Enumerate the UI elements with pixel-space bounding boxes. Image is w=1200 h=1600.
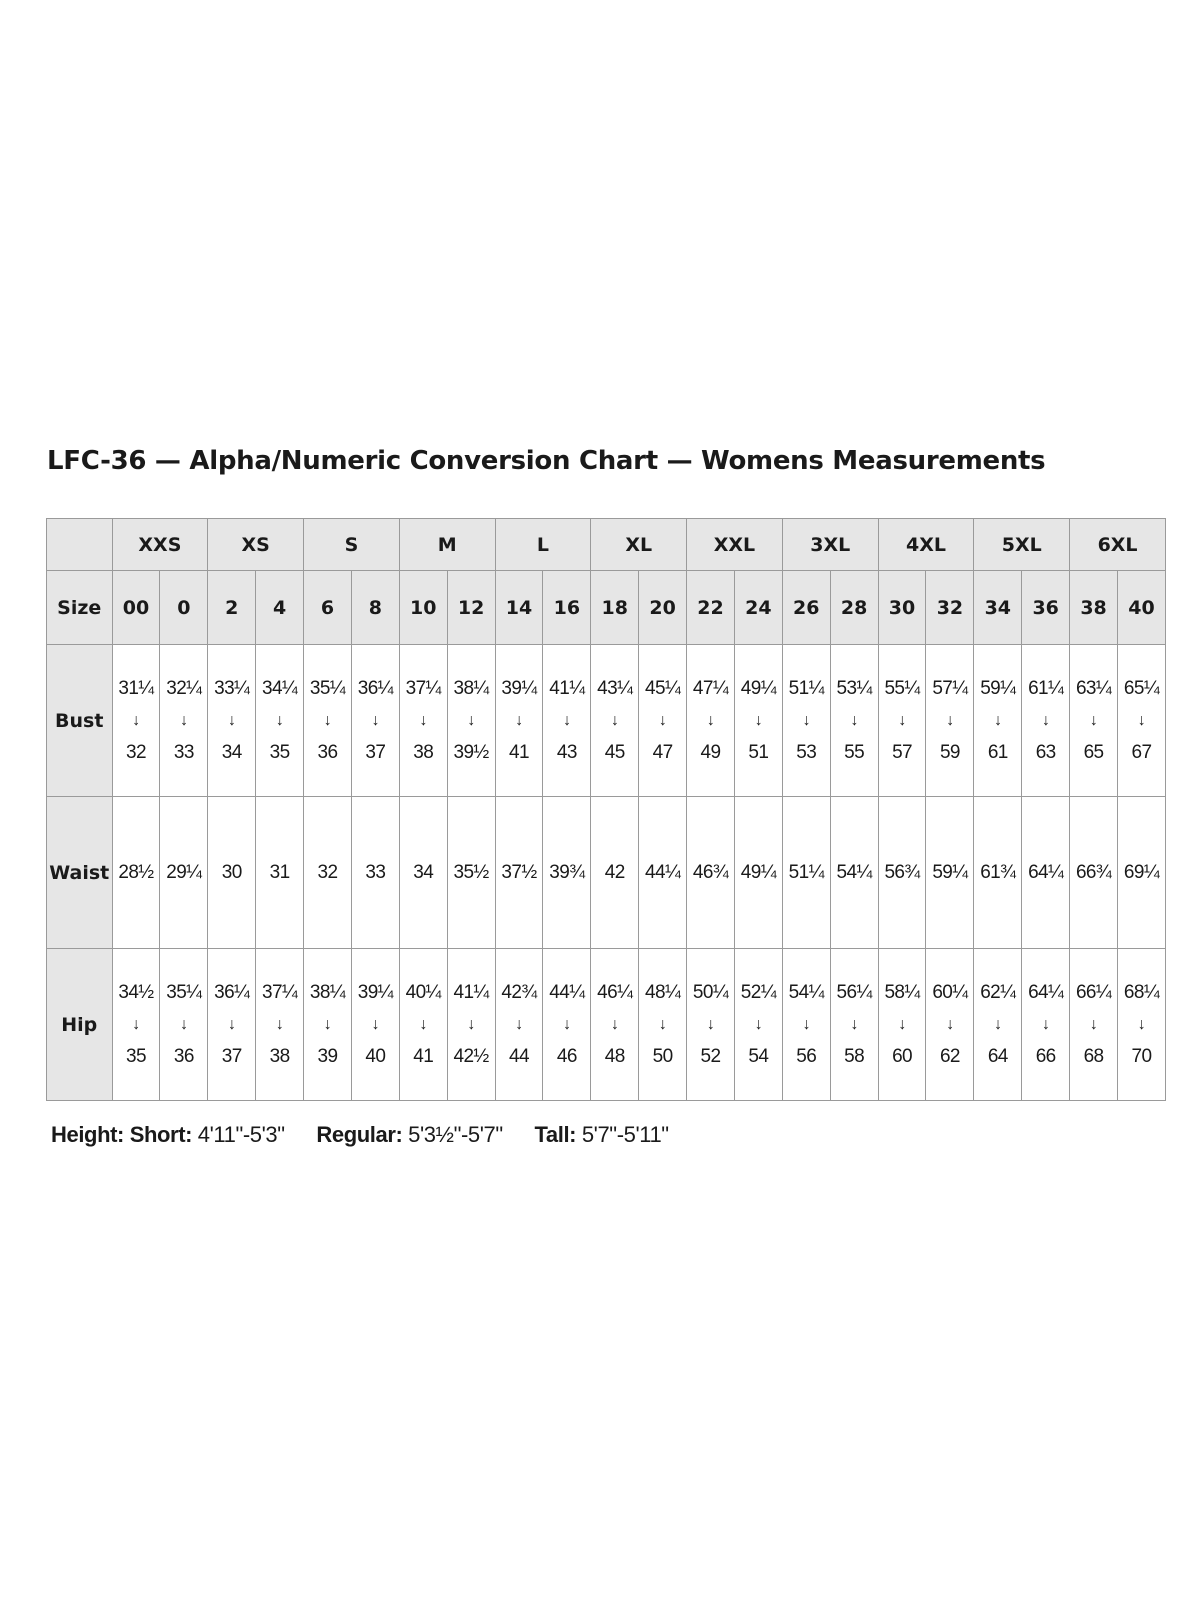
hip-from-value: 41¼ xyxy=(453,981,489,1003)
hip-cell xyxy=(208,949,256,1101)
numeric-size-header: 28 xyxy=(830,571,878,645)
alpha-size-header: L xyxy=(495,519,591,571)
numeric-size-header: 36 xyxy=(1022,571,1070,645)
alpha-size-header: XXS xyxy=(112,519,208,571)
alpha-size-header: XXL xyxy=(687,519,783,571)
hip-range xyxy=(687,977,734,1073)
down-arrow-icon: ↓ xyxy=(1137,1015,1146,1033)
bust-range xyxy=(591,673,638,769)
bust-cell xyxy=(926,645,974,797)
hip-range xyxy=(926,977,973,1073)
down-arrow-icon: ↓ xyxy=(323,711,332,729)
down-arrow-icon: ↓ xyxy=(802,711,810,729)
down-arrow-icon: ↓ xyxy=(1089,1015,1098,1033)
bust-cell xyxy=(782,645,830,797)
down-arrow-icon: ↓ xyxy=(1089,711,1098,729)
hip-from-value: 35¼ xyxy=(166,981,202,1003)
waist-cell: 42 xyxy=(591,797,639,949)
waist-cell: 64¼ xyxy=(1022,797,1070,949)
down-arrow-icon: ↓ xyxy=(515,711,523,729)
hip-range xyxy=(448,977,495,1073)
hip-cell xyxy=(543,949,591,1101)
hip-from-value: 34½ xyxy=(118,981,154,1003)
waist-cell: 32 xyxy=(304,797,352,949)
down-arrow-icon: ↓ xyxy=(467,711,475,729)
hip-to-value: 62 xyxy=(939,1045,960,1067)
waist-cell: 33 xyxy=(351,797,399,949)
bust-range xyxy=(160,673,207,769)
bust-from-value: 61¼ xyxy=(1028,677,1064,699)
hip-to-value: 38 xyxy=(269,1045,290,1067)
down-arrow-icon: ↓ xyxy=(850,1015,858,1033)
hip-from-value: 39¼ xyxy=(357,981,393,1003)
hip-to-value: 41 xyxy=(413,1045,434,1067)
bust-to-value: 53 xyxy=(796,741,817,763)
down-arrow-icon: ↓ xyxy=(132,711,140,729)
down-arrow-icon: ↓ xyxy=(994,1015,1002,1033)
bust-to-value: 65 xyxy=(1083,741,1104,763)
bust-range xyxy=(448,673,495,769)
numeric-size-header: 16 xyxy=(543,571,591,645)
hip-to-value: 60 xyxy=(892,1045,912,1067)
alpha-size-header-row xyxy=(47,519,1166,571)
hip-row xyxy=(47,949,1166,1101)
hip-from-value: 60¼ xyxy=(932,981,968,1003)
hip-from-value: 52¼ xyxy=(740,981,776,1003)
bust-cell xyxy=(1118,645,1166,797)
hip-cell xyxy=(639,949,687,1101)
waist-cell: 69¼ xyxy=(1118,797,1166,949)
regular-value: 5'3½"-5'7" xyxy=(408,1122,503,1147)
hip-from-value: 37¼ xyxy=(262,981,298,1003)
down-arrow-icon: ↓ xyxy=(946,1015,954,1033)
hip-to-value: 40 xyxy=(365,1045,386,1067)
waist-row xyxy=(47,797,1166,949)
waist-cell: 61¾ xyxy=(974,797,1022,949)
down-arrow-icon: ↓ xyxy=(994,711,1002,729)
hip-from-value: 64¼ xyxy=(1028,981,1064,1003)
hip-to-value: 58 xyxy=(844,1045,865,1067)
hip-range xyxy=(256,977,303,1073)
down-arrow-icon: ↓ xyxy=(563,711,571,729)
numeric-size-header: 18 xyxy=(591,571,639,645)
bust-cell xyxy=(1070,645,1118,797)
bust-range xyxy=(400,673,447,769)
hip-from-value: 68¼ xyxy=(1123,981,1160,1003)
hip-to-value: 66 xyxy=(1035,1045,1056,1067)
bust-from-value: 49¼ xyxy=(740,677,776,699)
down-arrow-icon: ↓ xyxy=(850,711,858,729)
waist-cell: 66¾ xyxy=(1070,797,1118,949)
hip-to-value: 42½ xyxy=(453,1045,489,1067)
bust-range xyxy=(1118,673,1165,769)
bust-to-value: 37 xyxy=(365,741,386,763)
waist-cell: 49¼ xyxy=(734,797,782,949)
bust-cell xyxy=(160,645,208,797)
down-arrow-icon: ↓ xyxy=(180,1015,188,1033)
down-arrow-icon: ↓ xyxy=(754,1015,763,1033)
bust-to-value: 36 xyxy=(317,741,338,763)
bust-row xyxy=(47,645,1166,797)
bust-to-value: 35 xyxy=(269,741,290,763)
down-arrow-icon: ↓ xyxy=(371,711,380,729)
waist-cell: 54¼ xyxy=(830,797,878,949)
numeric-size-header-row xyxy=(47,571,1166,645)
numeric-size-header: 26 xyxy=(782,571,830,645)
hip-from-value: 66¼ xyxy=(1075,981,1112,1003)
waist-cell: 37½ xyxy=(495,797,543,949)
bust-from-value: 33¼ xyxy=(214,677,250,699)
bust-range xyxy=(208,673,255,769)
numeric-size-header: 8 xyxy=(351,571,399,645)
numeric-size-header: 14 xyxy=(495,571,543,645)
waist-row-label: Waist xyxy=(47,797,113,949)
bust-from-value: 63¼ xyxy=(1075,677,1112,699)
down-arrow-icon: ↓ xyxy=(467,1015,475,1033)
down-arrow-icon: ↓ xyxy=(228,1015,236,1033)
alpha-size-header: 3XL xyxy=(782,519,878,571)
bust-to-value: 32 xyxy=(125,741,146,763)
bust-range xyxy=(352,673,399,769)
bust-cell xyxy=(112,645,160,797)
hip-cell xyxy=(351,949,399,1101)
bust-range xyxy=(304,673,351,769)
bust-cell xyxy=(304,645,352,797)
hip-range xyxy=(591,977,638,1073)
bust-from-value: 34¼ xyxy=(262,677,298,699)
hip-from-value: 48¼ xyxy=(645,981,681,1003)
bust-cell xyxy=(591,645,639,797)
regular-label: Regular: xyxy=(316,1122,403,1147)
hip-from-value: 38¼ xyxy=(309,981,346,1003)
alpha-size-header: XL xyxy=(591,519,687,571)
down-arrow-icon: ↓ xyxy=(1041,711,1050,729)
down-arrow-icon: ↓ xyxy=(611,711,619,729)
bust-range xyxy=(113,673,160,769)
alpha-size-header: M xyxy=(399,519,495,571)
bust-cell xyxy=(256,645,304,797)
hip-row-label: Hip xyxy=(47,949,113,1101)
hip-from-value: 54¼ xyxy=(788,981,824,1003)
bust-to-value: 55 xyxy=(844,741,865,763)
bust-range xyxy=(543,673,590,769)
hip-range xyxy=(543,977,590,1073)
tall-value: 5'7"-5'11" xyxy=(581,1122,669,1147)
bust-range xyxy=(974,673,1021,769)
bust-range xyxy=(879,673,926,769)
bust-to-value: 41 xyxy=(509,741,529,763)
bust-cell xyxy=(543,645,591,797)
bust-cell xyxy=(399,645,447,797)
bust-range xyxy=(687,673,734,769)
waist-cell: 46¾ xyxy=(687,797,735,949)
hip-cell xyxy=(926,949,974,1101)
waist-cell: 35½ xyxy=(447,797,495,949)
hip-cell xyxy=(974,949,1022,1101)
down-arrow-icon: ↓ xyxy=(802,1015,810,1033)
hip-range xyxy=(352,977,399,1073)
hip-from-value: 50¼ xyxy=(692,981,729,1003)
down-arrow-icon: ↓ xyxy=(658,711,667,729)
bust-cell xyxy=(878,645,926,797)
waist-cell: 31 xyxy=(256,797,304,949)
bust-cell xyxy=(974,645,1022,797)
down-arrow-icon: ↓ xyxy=(898,711,906,729)
waist-cell: 30 xyxy=(208,797,256,949)
hip-to-value: 46 xyxy=(556,1045,577,1067)
hip-cell xyxy=(878,949,926,1101)
bust-range xyxy=(735,673,782,769)
hip-range xyxy=(639,977,686,1073)
down-arrow-icon: ↓ xyxy=(419,711,427,729)
height-label: Height: xyxy=(51,1122,124,1147)
bust-range xyxy=(831,673,878,769)
bust-range xyxy=(926,673,973,769)
bust-range xyxy=(783,673,830,769)
down-arrow-icon: ↓ xyxy=(371,1015,380,1033)
waist-cell: 28½ xyxy=(112,797,160,949)
short-value: 4'11"-5'3" xyxy=(197,1122,285,1147)
hip-range xyxy=(160,977,207,1073)
bust-to-value: 49 xyxy=(700,741,721,763)
hip-to-value: 64 xyxy=(987,1045,1008,1067)
numeric-size-header: 30 xyxy=(878,571,926,645)
bust-cell xyxy=(495,645,543,797)
down-arrow-icon: ↓ xyxy=(1041,1015,1050,1033)
hip-from-value: 42¾ xyxy=(501,981,537,1003)
hip-from-value: 62¼ xyxy=(980,981,1016,1003)
down-arrow-icon: ↓ xyxy=(611,1015,619,1033)
bust-cell xyxy=(208,645,256,797)
bust-cell xyxy=(447,645,495,797)
bust-range xyxy=(639,673,686,769)
short-label: Short: xyxy=(129,1122,193,1147)
hip-cell xyxy=(782,949,830,1101)
numeric-size-header: 40 xyxy=(1118,571,1166,645)
hip-range xyxy=(304,977,351,1073)
bust-from-value: 53¼ xyxy=(836,677,872,699)
bust-to-value: 43 xyxy=(556,741,577,763)
waist-cell: 44¼ xyxy=(639,797,687,949)
chart-title: LFC-36 — Alpha/Numeric Conversion Chart — Womens Measurements xyxy=(47,446,1046,476)
bust-to-value: 51 xyxy=(748,741,769,763)
bust-cell xyxy=(1022,645,1070,797)
numeric-size-header: 20 xyxy=(639,571,687,645)
bust-from-value: 65¼ xyxy=(1123,677,1160,699)
hip-range xyxy=(1022,977,1069,1073)
hip-to-value: 48 xyxy=(604,1045,625,1067)
hip-range xyxy=(783,977,830,1073)
hip-range xyxy=(208,977,255,1073)
numeric-size-header: 0 xyxy=(160,571,208,645)
down-arrow-icon: ↓ xyxy=(1137,711,1146,729)
bust-cell xyxy=(830,645,878,797)
hip-range xyxy=(879,977,926,1073)
hip-from-value: 46¼ xyxy=(597,981,633,1003)
bust-to-value: 67 xyxy=(1131,741,1152,763)
bust-range xyxy=(1070,673,1117,769)
bust-from-value: 51¼ xyxy=(788,677,824,699)
bust-cell xyxy=(639,645,687,797)
bust-row-label: Bust xyxy=(47,645,113,797)
hip-range xyxy=(400,977,447,1073)
corner-cell xyxy=(47,519,113,571)
bust-to-value: 38 xyxy=(413,741,434,763)
alpha-size-header: S xyxy=(304,519,400,571)
bust-from-value: 57¼ xyxy=(932,677,968,699)
bust-from-value: 59¼ xyxy=(980,677,1016,699)
bust-to-value: 59 xyxy=(939,741,960,763)
hip-to-value: 37 xyxy=(221,1045,242,1067)
hip-cell xyxy=(447,949,495,1101)
numeric-size-header: 12 xyxy=(447,571,495,645)
bust-from-value: 31¼ xyxy=(118,677,154,699)
hip-cell xyxy=(160,949,208,1101)
down-arrow-icon: ↓ xyxy=(180,711,188,729)
hip-range xyxy=(1118,977,1165,1073)
hip-to-value: 70 xyxy=(1131,1045,1152,1067)
hip-to-value: 68 xyxy=(1083,1045,1104,1067)
height-legend xyxy=(51,1122,695,1148)
bust-cell xyxy=(687,645,735,797)
down-arrow-icon: ↓ xyxy=(706,711,715,729)
numeric-size-header: 32 xyxy=(926,571,974,645)
bust-cell xyxy=(734,645,782,797)
hip-from-value: 58¼ xyxy=(884,981,920,1003)
tall-label: Tall: xyxy=(534,1122,577,1147)
size-row-label: Size xyxy=(47,571,113,645)
hip-cell xyxy=(112,949,160,1101)
down-arrow-icon: ↓ xyxy=(323,1015,332,1033)
waist-cell: 59¼ xyxy=(926,797,974,949)
bust-to-value: 39½ xyxy=(453,741,489,763)
bust-to-value: 47 xyxy=(652,741,673,763)
down-arrow-icon: ↓ xyxy=(419,1015,427,1033)
hip-range xyxy=(974,977,1021,1073)
numeric-size-header: 2 xyxy=(208,571,256,645)
hip-to-value: 35 xyxy=(125,1045,146,1067)
hip-to-value: 56 xyxy=(796,1045,817,1067)
hip-range xyxy=(113,977,160,1073)
hip-cell xyxy=(495,949,543,1101)
hip-from-value: 56¼ xyxy=(836,981,872,1003)
waist-cell: 34 xyxy=(399,797,447,949)
hip-from-value: 36¼ xyxy=(214,981,250,1003)
alpha-size-header: 6XL xyxy=(1070,519,1166,571)
down-arrow-icon: ↓ xyxy=(898,1015,906,1033)
hip-cell xyxy=(1070,949,1118,1101)
hip-cell xyxy=(830,949,878,1101)
hip-cell xyxy=(399,949,447,1101)
bust-to-value: 45 xyxy=(604,741,625,763)
alpha-size-header: 4XL xyxy=(878,519,974,571)
alpha-size-header: 5XL xyxy=(974,519,1070,571)
hip-cell xyxy=(734,949,782,1101)
bust-to-value: 33 xyxy=(173,741,194,763)
numeric-size-header: 22 xyxy=(687,571,735,645)
bust-from-value: 37¼ xyxy=(405,677,441,699)
hip-range xyxy=(735,977,782,1073)
bust-range xyxy=(496,673,543,769)
bust-to-value: 61 xyxy=(987,741,1008,763)
bust-cell xyxy=(351,645,399,797)
numeric-size-header: 00 xyxy=(112,571,160,645)
hip-to-value: 50 xyxy=(652,1045,673,1067)
hip-to-value: 36 xyxy=(173,1045,194,1067)
bust-from-value: 32¼ xyxy=(166,677,202,699)
hip-range xyxy=(496,977,543,1073)
numeric-size-header: 6 xyxy=(304,571,352,645)
down-arrow-icon: ↓ xyxy=(132,1015,140,1033)
down-arrow-icon: ↓ xyxy=(706,1015,715,1033)
bust-to-value: 63 xyxy=(1035,741,1056,763)
down-arrow-icon: ↓ xyxy=(515,1015,523,1033)
waist-cell: 56¾ xyxy=(878,797,926,949)
hip-from-value: 44¼ xyxy=(549,981,585,1003)
numeric-size-header: 34 xyxy=(974,571,1022,645)
hip-to-value: 54 xyxy=(748,1045,769,1067)
down-arrow-icon: ↓ xyxy=(563,1015,571,1033)
waist-cell: 51¼ xyxy=(782,797,830,949)
hip-range xyxy=(1070,977,1117,1073)
hip-to-value: 39 xyxy=(317,1045,338,1067)
hip-cell xyxy=(1022,949,1070,1101)
waist-cell: 29¼ xyxy=(160,797,208,949)
bust-from-value: 47¼ xyxy=(692,677,729,699)
bust-from-value: 55¼ xyxy=(884,677,920,699)
numeric-size-header: 24 xyxy=(734,571,782,645)
numeric-size-header: 4 xyxy=(256,571,304,645)
bust-from-value: 36¼ xyxy=(357,677,393,699)
down-arrow-icon: ↓ xyxy=(946,711,954,729)
hip-cell xyxy=(591,949,639,1101)
bust-from-value: 35¼ xyxy=(309,677,346,699)
down-arrow-icon: ↓ xyxy=(228,711,236,729)
bust-to-value: 57 xyxy=(892,741,912,763)
alpha-size-header: XS xyxy=(208,519,304,571)
hip-range xyxy=(831,977,878,1073)
hip-cell xyxy=(304,949,352,1101)
bust-from-value: 41¼ xyxy=(549,677,585,699)
waist-cell: 39¾ xyxy=(543,797,591,949)
hip-cell xyxy=(687,949,735,1101)
size-conversion-table xyxy=(46,518,1166,1101)
bust-range xyxy=(1022,673,1069,769)
hip-cell xyxy=(256,949,304,1101)
down-arrow-icon: ↓ xyxy=(754,711,763,729)
down-arrow-icon: ↓ xyxy=(275,1015,284,1033)
down-arrow-icon: ↓ xyxy=(275,711,284,729)
hip-to-value: 44 xyxy=(509,1045,529,1067)
down-arrow-icon: ↓ xyxy=(658,1015,667,1033)
numeric-size-header: 10 xyxy=(399,571,447,645)
hip-cell xyxy=(1118,949,1166,1101)
bust-range xyxy=(256,673,303,769)
bust-to-value: 34 xyxy=(221,741,242,763)
hip-from-value: 40¼ xyxy=(405,981,441,1003)
bust-from-value: 45¼ xyxy=(645,677,681,699)
bust-from-value: 38¼ xyxy=(453,677,489,699)
bust-from-value: 43¼ xyxy=(597,677,633,699)
hip-to-value: 52 xyxy=(700,1045,721,1067)
numeric-size-header: 38 xyxy=(1070,571,1118,645)
bust-from-value: 39¼ xyxy=(501,677,537,699)
